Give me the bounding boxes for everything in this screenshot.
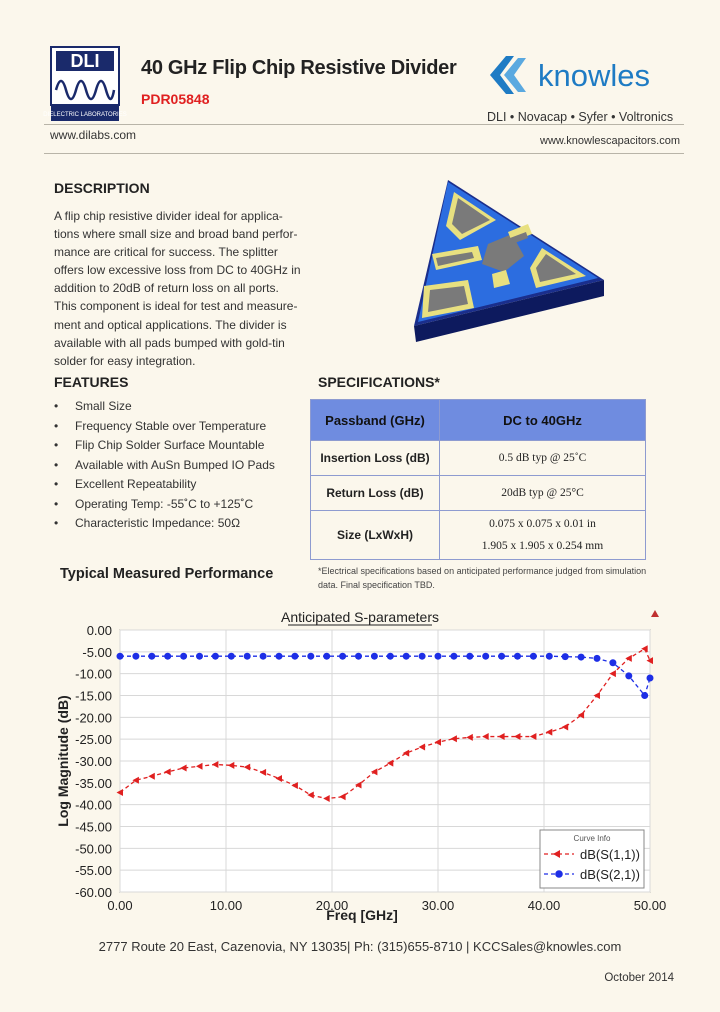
data-point-s21	[625, 672, 632, 679]
spec-footnote-line: *Electrical specifications based on anticipated performance judged from simulation	[318, 566, 647, 576]
y-tick-label: -5.00	[82, 644, 112, 660]
x-tick-label: 50.00	[633, 898, 667, 913]
specifications-table	[310, 399, 646, 560]
description-line: This component is ideal for test and measure-	[54, 299, 298, 314]
spec-label: Return Loss (dB)	[311, 476, 440, 511]
y-tick-label: -60.00	[75, 885, 112, 900]
y-tick-label: -30.00	[75, 754, 112, 769]
data-point-s21	[450, 653, 457, 660]
data-point-s21	[117, 653, 124, 660]
size-mm: 1.905 x 1.905 x 0.254 mm	[481, 540, 604, 552]
data-point-s21	[466, 653, 473, 660]
data-point-s21	[371, 653, 378, 660]
legend-title: Curve Info	[573, 834, 611, 843]
x-axis-label: Freq [GHz]	[326, 907, 398, 923]
x-tick-label: 40.00	[527, 898, 561, 913]
dli-url[interactable]: www.dilabs.com	[50, 128, 137, 142]
feature-item: • Flip Chip Solder Surface Mountable	[54, 436, 275, 456]
feature-item: • Small Size	[54, 397, 275, 417]
dli-logo-sub: DIELECTRIC LABORATORIES	[43, 112, 127, 118]
spec-header-row	[311, 400, 646, 441]
part-number: PDR05848	[141, 91, 210, 107]
header-divider	[44, 124, 684, 125]
data-point-s21	[132, 653, 139, 660]
data-point-s21	[435, 653, 442, 660]
description-line: solder for easy integration.	[54, 353, 196, 368]
description-line: available with all pads bumped with gold-tin	[54, 335, 285, 350]
spec-value: 20dB typ @ 25°C	[440, 476, 646, 511]
page-title: 40 GHz Flip Chip Resistive Divider	[141, 57, 457, 79]
features-heading: FEATURES	[54, 374, 129, 390]
x-tick-label: 30.00	[421, 898, 455, 913]
y-tick-label: -50.00	[75, 841, 112, 857]
data-point-s21	[307, 653, 314, 660]
description-line: offers low excessive loss from DC to 40GHz in	[54, 263, 301, 278]
dli-logo	[43, 46, 127, 122]
feature-item: • Operating Temp: -55˚C to +125˚C	[54, 495, 275, 515]
specifications-heading: SPECIFICATIONS*	[318, 374, 440, 390]
y-tick-label: -40.00	[75, 797, 112, 813]
data-point-s21	[482, 653, 489, 660]
chip-illustration	[408, 176, 608, 351]
spec-footnote-line: data. Final specification TBD.	[318, 580, 435, 590]
data-point-s21	[276, 653, 283, 660]
feature-item: • Excellent Repeatability	[54, 475, 275, 495]
marker-icon	[651, 610, 659, 617]
description-heading: DESCRIPTION	[54, 180, 150, 196]
description-line: ment and optical applications. The divider is	[54, 317, 287, 332]
data-point-s21	[355, 653, 362, 660]
spec-value: 0.5 dB typ @ 25˚C	[440, 441, 646, 476]
y-tick-label: -45.00	[75, 819, 112, 835]
description-line: addition to 20dB of return loss on all ports.	[54, 281, 279, 296]
y-axis-label: Log Magnitude (dB)	[55, 695, 71, 827]
data-point-s21	[148, 653, 155, 660]
legend-marker	[555, 870, 563, 878]
data-point-s21	[546, 653, 553, 660]
data-point-s21	[594, 655, 601, 662]
spec-row	[311, 511, 646, 560]
data-point-s21	[647, 675, 654, 682]
spec-row	[311, 441, 646, 476]
knowles-wordmark: knowles	[538, 58, 650, 93]
dli-logo-text: DLI	[70, 51, 100, 71]
y-tick-label: -25.00	[75, 732, 112, 748]
y-tick-label: -20.00	[75, 710, 112, 726]
description-line: A flip chip resistive divider ideal for applica-	[54, 209, 283, 223]
brand-list: DLI • Novacap • Syfer • Voltronics	[487, 110, 674, 124]
data-point-s21	[641, 692, 648, 699]
footer-address: 2777 Route 20 East, Cazenovia, NY 13035| Ph: (315)655-8710 | KCCSales@knowles.com	[98, 939, 622, 954]
y-tick-label: -35.00	[75, 775, 112, 791]
spec-value	[440, 511, 646, 560]
y-tick-label: -15.00	[75, 688, 112, 704]
data-point-s21	[228, 653, 235, 660]
data-point-s21	[244, 653, 251, 660]
data-point-s21	[562, 653, 569, 660]
feature-item: • Characteristic Impedance: 50Ω	[54, 514, 275, 534]
header-divider-2	[44, 153, 684, 154]
legend-label: dB(S(2,1))	[580, 867, 640, 882]
data-point-s21	[578, 654, 585, 661]
description-line: mance are critical for success. The splitter	[54, 245, 278, 260]
chart-title: Anticipated S-parameters	[281, 609, 439, 625]
legend-label: dB(S(1,1))	[580, 847, 640, 862]
data-point-s21	[530, 653, 537, 660]
data-point-s21	[260, 653, 267, 660]
data-point-s21	[164, 653, 171, 660]
data-point-s21	[387, 653, 394, 660]
data-point-s21	[403, 653, 410, 660]
y-tick-label: -55.00	[75, 863, 112, 879]
feature-item: • Available with AuSn Bumped IO Pads	[54, 456, 275, 476]
spec-label: Size (LxWxH)	[311, 511, 440, 560]
spec-header-label: Passband (GHz)	[311, 400, 440, 441]
knowles-logo	[488, 50, 683, 100]
knowles-url[interactable]: www.knowlescapacitors.com	[540, 135, 680, 147]
x-tick-label: 0.00	[107, 898, 133, 913]
data-point-s21	[514, 653, 521, 660]
footer-date: October 2014	[604, 972, 674, 984]
feature-item: • Frequency Stable over Temperature	[54, 417, 275, 437]
data-point-s21	[196, 653, 203, 660]
spec-row	[311, 476, 646, 511]
spec-header-value: DC to 40GHz	[440, 400, 646, 441]
performance-heading: Typical Measured Performance	[60, 566, 274, 582]
x-tick-label: 10.00	[209, 898, 243, 913]
chart-legend	[540, 830, 644, 888]
description-text	[54, 207, 304, 370]
data-point-s21	[291, 653, 298, 660]
data-point-s21	[212, 653, 219, 660]
data-point-s21	[180, 653, 187, 660]
data-point-s21	[323, 653, 330, 660]
y-tick-label: 0.00	[86, 623, 112, 638]
data-point-s21	[419, 653, 426, 660]
features-list	[54, 397, 275, 534]
spec-label: Insertion Loss (dB)	[311, 441, 440, 476]
data-point-s21	[609, 659, 616, 666]
data-point-s21	[339, 653, 346, 660]
spec-footnote	[318, 564, 678, 592]
x-tick-label: 20.00	[315, 898, 349, 913]
s-parameter-chart	[50, 604, 670, 924]
chart-svg	[50, 604, 670, 924]
data-point-s21	[498, 653, 505, 660]
description-line: tions where small size and broad band perfor-	[54, 227, 298, 242]
y-tick-label: -10.00	[75, 666, 112, 682]
size-inches: 0.075 x 0.075 x 0.01 in	[489, 518, 596, 530]
